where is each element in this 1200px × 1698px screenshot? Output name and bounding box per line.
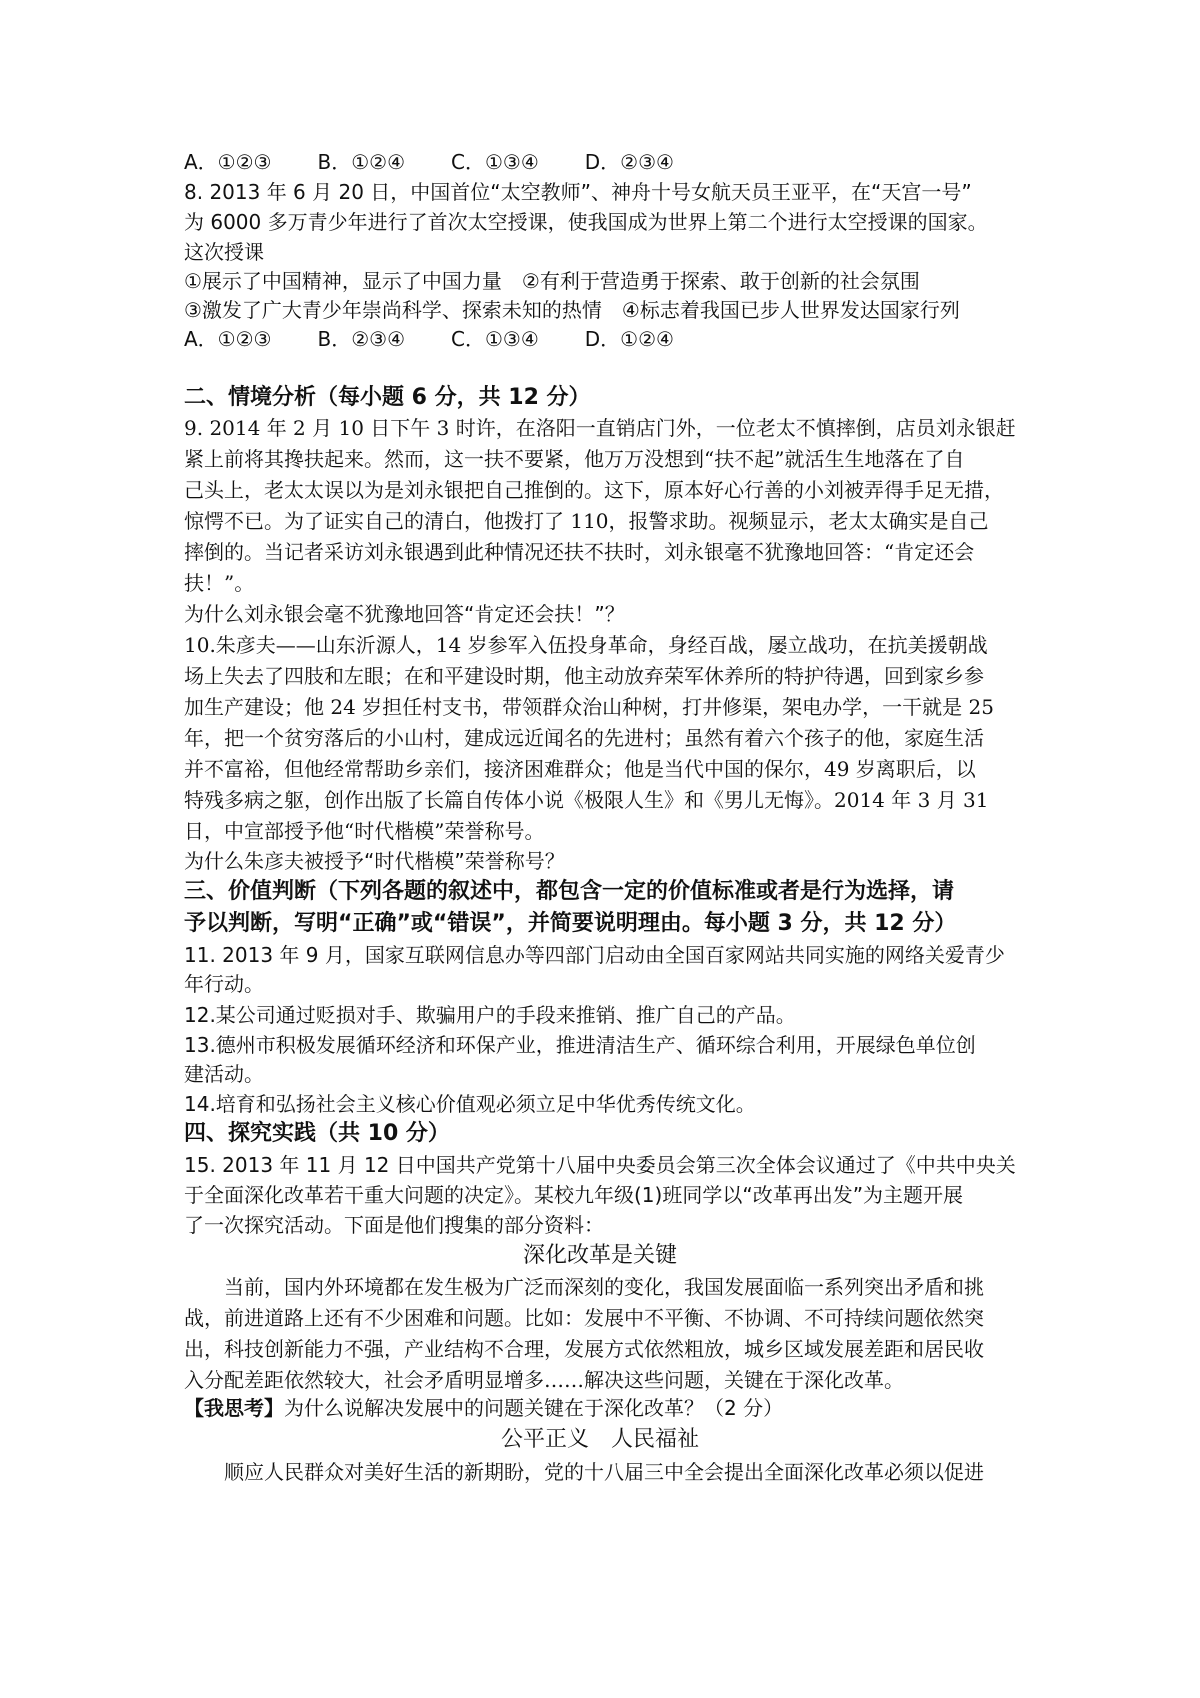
q15-line: 于全面深化改革若干重大问题的决定》。某校九年级(1)班同学以“改革再出发”为主题开展 <box>184 1183 964 1207</box>
material-2-title: 公平正义 人民福祉 <box>500 1427 699 1452</box>
think-prompt <box>184 1393 783 1423</box>
q10-line: 年，把一个贫穷落后的小山村，建成远近闻名的先进村；虽然有着六个孩子的他，家庭生活 <box>184 726 984 750</box>
q10-line: 日，中宣部授予他“时代楷模”荣誉称号。 <box>184 819 545 843</box>
q10-line: 加生产建设；他 24 岁担任村支书，带领群众治山种树，打井修渠，架电办学，一干就是 25 <box>184 695 994 719</box>
q8-items-1-2: ①展示了中国精神，显示了中国力量 ②有利于营造勇于探索、敢于创新的社会氛围 <box>184 269 920 293</box>
q14: 14.培育和弘扬社会主义核心价值观必须立足中华优秀传统文化。 <box>184 1092 756 1116</box>
q7-option-d: D．②③④ <box>584 150 674 174</box>
q8-option-d: D．①②④ <box>584 327 674 351</box>
section-3-heading-line-1: 三、价值判断（下列各题的叙述中，都包含一定的价值标准或者是行为选择，请 <box>184 879 955 904</box>
q7-option-b: B．①②④ <box>317 150 405 174</box>
section-2-heading: 二、情境分析（每小题 6 分，共 12 分） <box>184 385 591 410</box>
q12: 12.某公司通过贬损对手、欺骗用户的手段来推销、推广自己的产品。 <box>184 1003 796 1027</box>
q10-line: 10.朱彦夫——山东沂源人，14 岁参军入伍投身革命，身经百战，屡立战功，在抗美援朝战 <box>184 633 988 657</box>
q9-line: 扶！”。 <box>184 571 255 595</box>
q8-items-3-4: ③激发了广大青少年崇尚科学、探索未知的热情 ④标志着我国已步人世界发达国家行列 <box>184 298 960 322</box>
q10-question: 为什么朱彦夫被授予“时代楷模”荣誉称号？ <box>184 849 565 873</box>
think-label: 【我思考】 <box>184 1396 284 1420</box>
q8-option-a: A．①②③ <box>184 327 272 351</box>
q9-line: 紧上前将其搀扶起来。然而，这一扶不要紧，他万万没想到“扶不起”就活生生地落在了自 <box>184 447 965 471</box>
q13-line: 建活动。 <box>184 1062 264 1086</box>
section-4-heading: 四、探究实践（共 10 分） <box>184 1121 450 1146</box>
q8-line-1: 8. 2013 年 6 月 20 日，中国首位“太空教师”、神舟十号女航天员王亚平，在“天宫一号” <box>184 180 972 204</box>
q11-line: 11. 2013 年 9 月，国家互联网信息办等四部门启动由全国百家网站共同实施的网络关爱青少 <box>184 943 1005 967</box>
q8-option-c: C．①③④ <box>451 327 539 351</box>
material-1-line: 当前，国内外环境都在发生极为广泛而深刻的变化，我国发展面临一系列突出矛盾和挑 <box>224 1275 984 1299</box>
q15-line: 15. 2013 年 11 月 12 日中国共产党第十八届中央委员会第三次全体会议通过了《中共中央关 <box>184 1153 1016 1177</box>
q11-line: 年行动。 <box>184 972 264 996</box>
q9-line: 9. 2014 年 2 月 10 日下午 3 时许，在洛阳一直销店门外，一位老太不慎摔倒，店员刘永银赶 <box>184 416 1016 440</box>
q9-line: 惊愕不已。为了证实自己的清白，他拨打了 110，报警求助。视频显示，老太太确实是自己 <box>184 509 989 533</box>
q10-line: 场上失去了四肢和左眼；在和平建设时期，他主动放弃荣军休养所的特护待遇，回到家乡参 <box>184 664 984 688</box>
q7-option-a: A．①②③ <box>184 150 272 174</box>
q7-option-c: C．①③④ <box>451 150 539 174</box>
q8-options <box>184 324 674 354</box>
q10-line: 并不富裕，但他经常帮助乡亲们，接济困难群众；他是当代中国的保尔，49 岁离职后，以 <box>184 757 976 781</box>
q8-line-2: 为 6000 多万青少年进行了首次太空授课，使我国成为世界上第二个进行太空授课的国家。 <box>184 210 988 234</box>
q13-line: 13.德州市积极发展循环经济和环保产业，推进清洁生产、循环综合利用，开展绿色单位创 <box>184 1033 976 1057</box>
material-1-line: 入分配差距依然较大，社会矛盾明显增多……解决这些问题，关键在于深化改革。 <box>184 1368 904 1392</box>
q8-option-b: B．②③④ <box>317 327 405 351</box>
q9-line: 己头上，老太太误以为是刘永银把自己推倒的。这下，原本好心行善的小刘被弄得手足无措， <box>184 478 1004 502</box>
q10-line: 特残多病之躯，创作出版了长篇自传体小说《极限人生》和《男儿无悔》。2014 年 3 月 31 <box>184 788 989 812</box>
section-3-heading-line-2: 予以判断，写明“正确”或“错误”，并简要说明理由。每小题 3 分，共 12 分） <box>184 911 957 936</box>
material-1-line: 战，前进道路上还有不少困难和问题。比如：发展中不平衡、不协调、不可持续问题依然突 <box>184 1306 984 1330</box>
material-1-title: 深化改革是关键 <box>522 1243 677 1268</box>
q9-question: 为什么刘永银会毫不犹豫地回答“肯定还会扶！”？ <box>184 602 625 626</box>
q7-options <box>184 147 674 177</box>
q15-line: 了一次探究活动。下面是他们搜集的部分资料： <box>184 1213 604 1237</box>
think-text: 为什么说解决发展中的问题关键在于深化改革？（2 分） <box>284 1396 784 1420</box>
material-1-line: 出，科技创新能力不强，产业结构不合理，发展方式依然粗放，城乡区域发展差距和居民收 <box>184 1337 984 1361</box>
q8-line-3: 这次授课 <box>184 240 264 264</box>
q9-line: 摔倒的。当记者采访刘永银遇到此种情况还扶不扶时，刘永银毫不犹豫地回答：“肯定还会 <box>184 540 975 564</box>
material-2-line: 顺应人民群众对美好生活的新期盼，党的十八届三中全会提出全面深化改革必须以促进 <box>224 1460 984 1484</box>
